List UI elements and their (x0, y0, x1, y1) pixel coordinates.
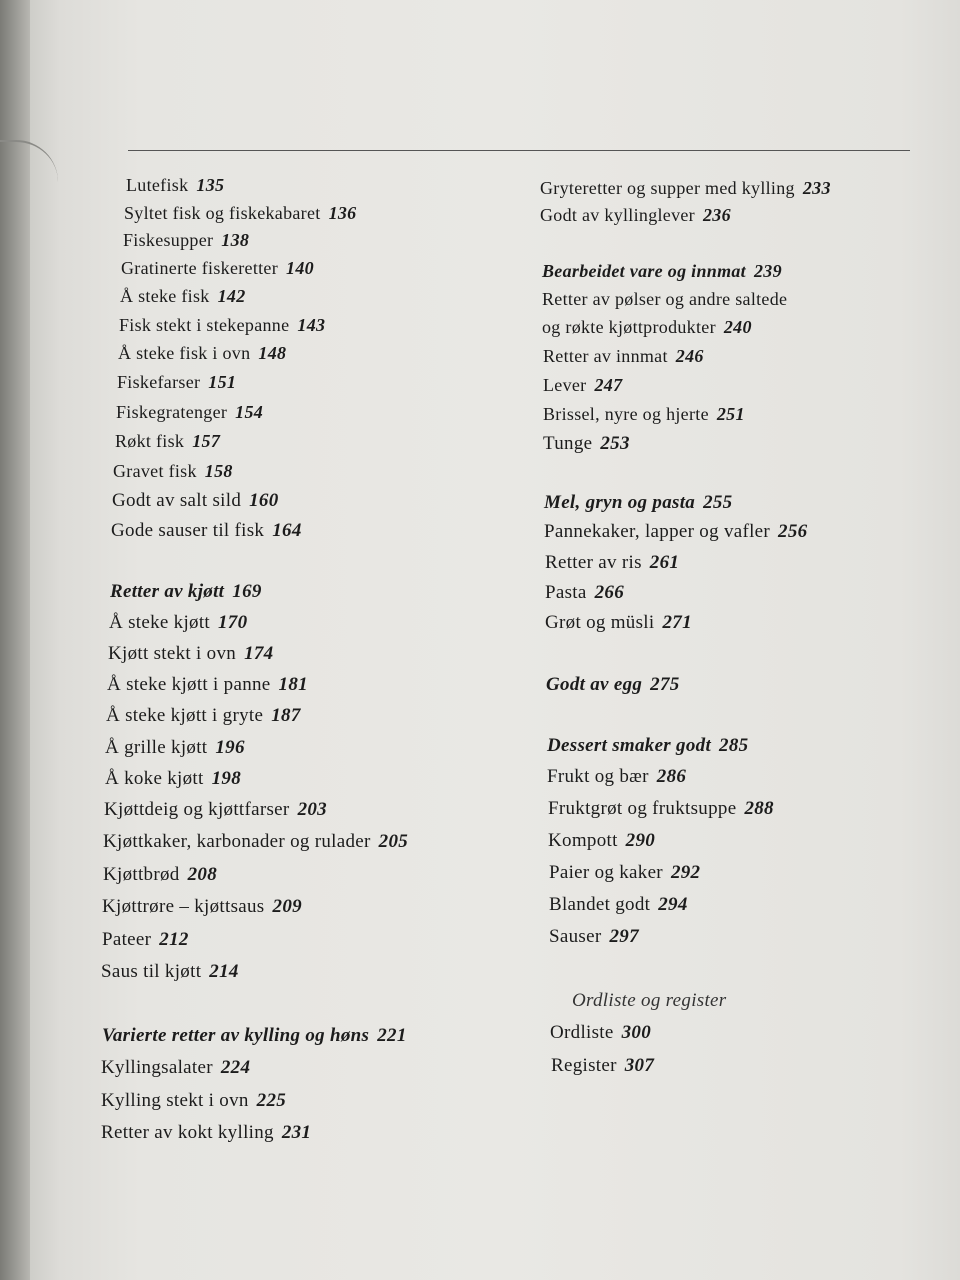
toc-entry: Å steke fisk i ovn 148 (118, 343, 287, 363)
toc-entry: Fiskegratenger 154 (116, 402, 264, 422)
toc-entry: Retter av pølser og andre saltede (542, 289, 788, 309)
toc-section-heading: Ordliste og register (572, 990, 727, 1011)
toc-entry: og røkte kjøttprodukter 240 (542, 317, 752, 337)
toc-section-heading: Godt av egg 275 (546, 674, 680, 695)
toc-entry: Blandet godt 294 (549, 894, 688, 915)
toc-entry: Kylling stekt i ovn 225 (101, 1090, 287, 1111)
toc-entry: Pateer 212 (102, 929, 189, 950)
toc-section-heading: Retter av kjøtt 169 (110, 581, 262, 602)
toc-entry: Å steke kjøtt i gryte 187 (106, 705, 301, 726)
toc-entry: Å koke kjøtt 198 (105, 768, 241, 789)
header-rule (128, 150, 910, 151)
toc-entry: Paier og kaker 292 (549, 862, 701, 883)
toc-entry: Gryteretter og supper med kylling 233 (540, 178, 831, 198)
toc-entry: Kyllingsalater 224 (101, 1057, 251, 1078)
toc-entry: Røkt fisk 157 (115, 431, 221, 451)
toc-entry: Kjøttdeig og kjøttfarser 203 (104, 799, 327, 820)
toc-entry: Syltet fisk og fiskekabaret 136 (124, 203, 357, 223)
toc-entry: Gratinerte fiskeretter 140 (121, 258, 314, 278)
toc-entry: Kjøtt stekt i ovn 174 (108, 643, 274, 664)
toc-section-heading: Mel, gryn og pasta 255 (544, 492, 733, 513)
toc-entry: Sauser 297 (549, 926, 639, 947)
toc-entry: Tunge 253 (543, 433, 630, 454)
toc-entry: Godt av kyllinglever 236 (540, 205, 731, 225)
toc-section-heading: Dessert smaker godt 285 (547, 735, 749, 756)
toc-entry: Retter av ris 261 (545, 552, 680, 573)
toc-entry: Godt av salt sild 160 (112, 490, 279, 511)
toc-entry: Pannekaker, lapper og vafler 256 (544, 521, 808, 542)
toc-entry: Ordliste 300 (550, 1022, 652, 1043)
toc-entry: Fruktgrøt og fruktsuppe 288 (548, 798, 774, 819)
toc-section-heading: Bearbeidet vare og innmat 239 (542, 261, 782, 281)
toc-entry: Fiskefarser 151 (117, 372, 237, 392)
toc-entry: Å steke kjøtt i panne 181 (107, 674, 308, 695)
toc-entry: Saus til kjøtt 214 (101, 961, 239, 982)
toc-section-heading: Varierte retter av kylling og høns 221 (102, 1025, 407, 1046)
toc-entry: Grøt og müsli 271 (545, 612, 692, 633)
toc-entry: Å steke fisk 142 (120, 286, 246, 306)
toc-entry: Fisk stekt i stekepanne 143 (119, 315, 326, 335)
toc-entry: Lever 247 (543, 375, 623, 395)
toc-entry: Å grille kjøtt 196 (105, 737, 245, 758)
page-curl-edge (0, 140, 58, 182)
toc-entry: Retter av kokt kylling 231 (101, 1122, 312, 1143)
toc-entry: Frukt og bær 286 (547, 766, 687, 787)
book-spine-shadow (0, 0, 30, 1280)
toc-entry: Å steke kjøtt 170 (109, 612, 248, 633)
toc-entry: Lutefisk 135 (126, 175, 225, 195)
toc-entry: Gravet fisk 158 (113, 461, 233, 481)
toc-entry: Brissel, nyre og hjerte 251 (543, 404, 745, 424)
toc-entry: Kompott 290 (548, 830, 656, 851)
toc-entry: Fiskesupper 138 (123, 230, 250, 250)
toc-entry: Retter av innmat 246 (543, 346, 704, 366)
toc-entry: Kjøttbrød 208 (103, 864, 217, 885)
toc-entry: Pasta 266 (545, 582, 625, 603)
toc-entry: Register 307 (551, 1055, 655, 1076)
toc-entry: Kjøttkaker, karbonader og rulader 205 (103, 831, 409, 852)
toc-entry: Gode sauser til fisk 164 (111, 520, 302, 541)
toc-entry: Kjøttrøre – kjøttsaus 209 (102, 896, 302, 917)
